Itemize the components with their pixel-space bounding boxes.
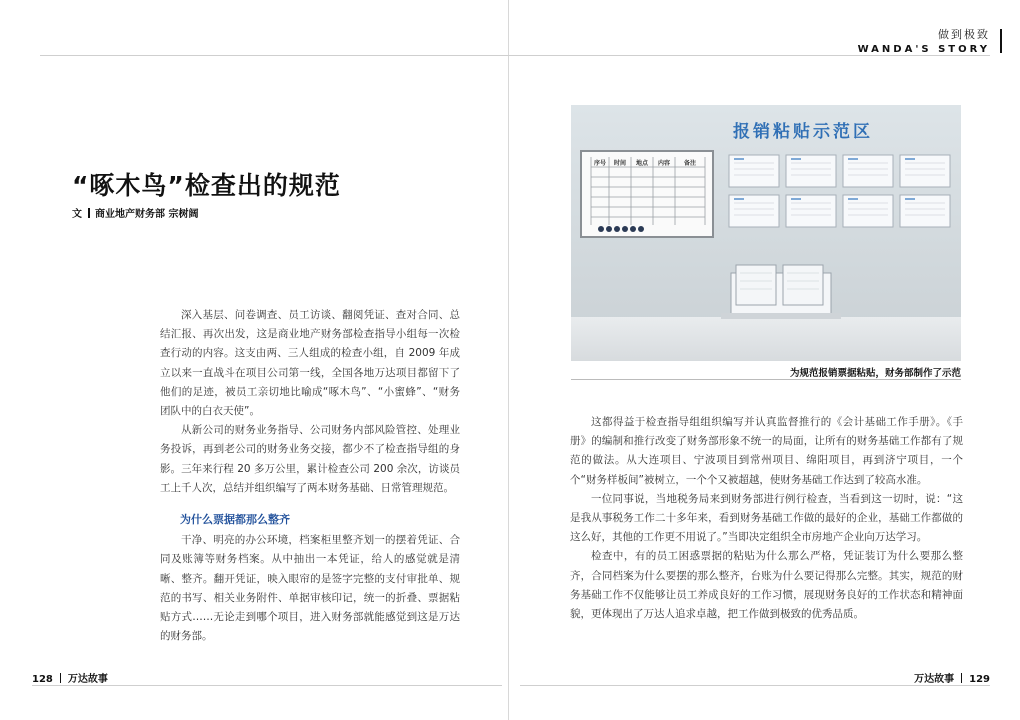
photo-caption: 为规范报销票据粘贴，财务部制作了示范 <box>789 368 961 379</box>
right-footer <box>914 670 990 685</box>
header-bar <box>1000 29 1002 53</box>
section-header <box>858 26 990 55</box>
byline-divider <box>88 208 90 218</box>
paragraph: 干净、明亮的办公环境，档案柜里整齐划一的摆着凭证、合同及账簿等财务档案。从中抽出一本凭证，给人的感觉就是清晰、整齐。翻开凭证，映入眼帘的是签字完整的支付审批单、规范的书写、相关业务附件、单据审核印记，统一的折叠、票据粘贴方式……无论走到哪个项目，进入财务部就能感觉到这是万达的财务部。 <box>160 534 460 643</box>
board-header: 地点 <box>635 160 649 167</box>
sign-text: 报销粘贴示范区 <box>733 122 873 142</box>
caption-rule <box>571 379 961 380</box>
left-column-text <box>160 306 460 646</box>
paragraph: 检查中，有的员工困惑票据的粘贴为什么那么严格，凭证装订为什么要那么整齐，合同档案为什么要摆的那么整齐，台账为什么要记得那么完整。其实，规范的财务基础工作不仅能够让员工养成良好的工作习惯，展现财务良好的工作状态和精神面貌，更体现出了万达人追求卓越，把工作做到极致的优秀品质。 <box>570 550 963 621</box>
subheading: 为什么票据都那么整齐 <box>180 513 290 527</box>
footer-label: 万达故事 <box>67 674 108 685</box>
board-header: 序号 <box>593 160 607 167</box>
right-column-text <box>570 413 963 624</box>
page-number: 128 <box>32 674 53 685</box>
header-rule <box>40 55 990 56</box>
board-header: 时间 <box>613 160 627 167</box>
footer-rule-left <box>32 685 502 686</box>
left-footer <box>32 670 108 685</box>
byline <box>72 205 198 220</box>
byline-author: 商业地产财务部 宗树阔 <box>95 209 199 220</box>
board-header: 备注 <box>683 160 697 167</box>
section-header-cn: 做到极致 <box>938 28 990 41</box>
page-number: 129 <box>969 674 990 685</box>
footer-divider <box>60 673 61 683</box>
footer-label: 万达故事 <box>914 674 955 685</box>
byline-prefix: 文 <box>72 209 82 220</box>
footer-rule-right <box>520 685 990 686</box>
photo-illustration <box>571 105 961 361</box>
section-header-en: WANDA'S STORY <box>857 44 990 55</box>
paragraph: 这都得益于检查指导组组织编写并认真监督推行的《会计基础工作手册》。《手册》的编制和推行改变了财务部形象不统一的局面，让所有的财务基础工作都有了规范的做法。从大连项目、宁波项目到常州项目、绵阳项目，再到济宁项目，一个个“财务样板间”被树立，一个个又被超越，使财务基础工作达到了较高水准。 <box>570 416 963 486</box>
footer-divider <box>961 673 962 683</box>
paragraph: 一位同事说，当地税务局来到财务部进行例行检查，当看到这一切时，说：“这是我从事税务工作二十多年来，看到财务基础工作做的最好的企业，基础工作都做的这么好，其他的工作更不用说了。”当即决定组织全市房地产企业向万达学习。 <box>570 492 963 544</box>
board-header: 内容 <box>657 160 671 167</box>
article-title: “啄木鸟”检查出的规范 <box>72 171 341 200</box>
article-photo <box>571 105 961 361</box>
paragraph: 从新公司的财务业务指导、公司财务内部风险管控、处理业务投诉，再到老公司的财务业务交接，都少不了检查指导组的身影。三年来行程 20 多万公里，累计检查公司 200 余次，访谈员工上千人次，总结并组织编写了两本财务基础、日常管理规范。 <box>160 424 460 494</box>
paragraph: 深入基层、问卷调查、员工访谈、翻阅凭证、查对合同、总结汇报、再次出发，这是商业地产财务部检查指导小组每一次检查行动的内容。这支由两、三人组成的检查小组，自 2009 年成立以来一直战斗在项目公司第一线，全国各地万达项目都留下了他们的足迹，被员工亲切地比喻成“啄木鸟”、“小蜜蜂”、“财务团队中的白衣天使”。 <box>160 309 460 418</box>
